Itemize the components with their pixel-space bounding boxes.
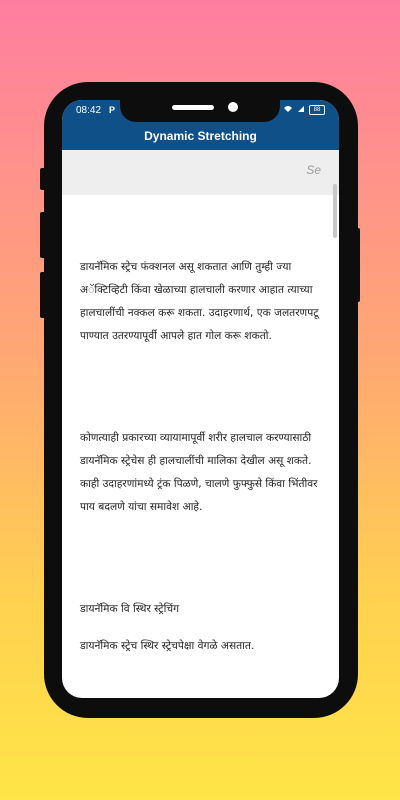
paragraph-4: डायनॅमिक स्ट्रेच स्थिर स्ट्रेचपेक्षा वेगळे असतात. xyxy=(80,640,255,652)
paragraph-2: कोणत्याही प्रकारच्या व्यायामापूर्वी शरीर हालचाल करण्यासाठी डायनॅमिक स्ट्रेचेस ही हालचालींची मालिका देखील असू शकते. काही उदाहरणांमध्ये ट्रंक पिळणे, चालणे फुफ्फुसे किंवा भिंतीवर पाय बदलणे यांचा समावेश आहे. xyxy=(80,432,318,513)
search-placeholder[interactable]: Se xyxy=(306,163,321,177)
scrollbar[interactable] xyxy=(333,184,337,238)
volte-icon xyxy=(297,105,305,115)
page-title: Dynamic Stretching xyxy=(144,129,257,143)
camera-notch xyxy=(120,100,280,122)
search-bar[interactable] xyxy=(62,150,339,195)
wifi-icon xyxy=(283,105,293,115)
notification-icon: P xyxy=(109,105,116,115)
status-bar xyxy=(62,100,339,122)
status-time: 08:42 xyxy=(76,105,102,116)
camera-icon xyxy=(228,102,238,112)
section-heading: डायनॅमिक वि स्थिर स्ट्रेचिंग xyxy=(80,603,180,615)
battery-icon: 88 xyxy=(309,105,325,115)
app-bar xyxy=(62,122,339,150)
paragraph-1: डायनॅमिक स्ट्रेच फंक्शनल असू शकतात आणि तुम्ही ज्या अॅक्टिव्हिटी किंवा खेळाच्या हालचाली करणार आहात त्याच्या हालचालींची नक्कल करू शकता. उदाहरणार्थ, एक जलतरणपटू पाण्यात उतरण्यापूर्वी आपले हात गोल करू शकतो. xyxy=(80,261,319,342)
speaker-icon xyxy=(172,105,214,110)
phone-screen xyxy=(62,100,339,698)
